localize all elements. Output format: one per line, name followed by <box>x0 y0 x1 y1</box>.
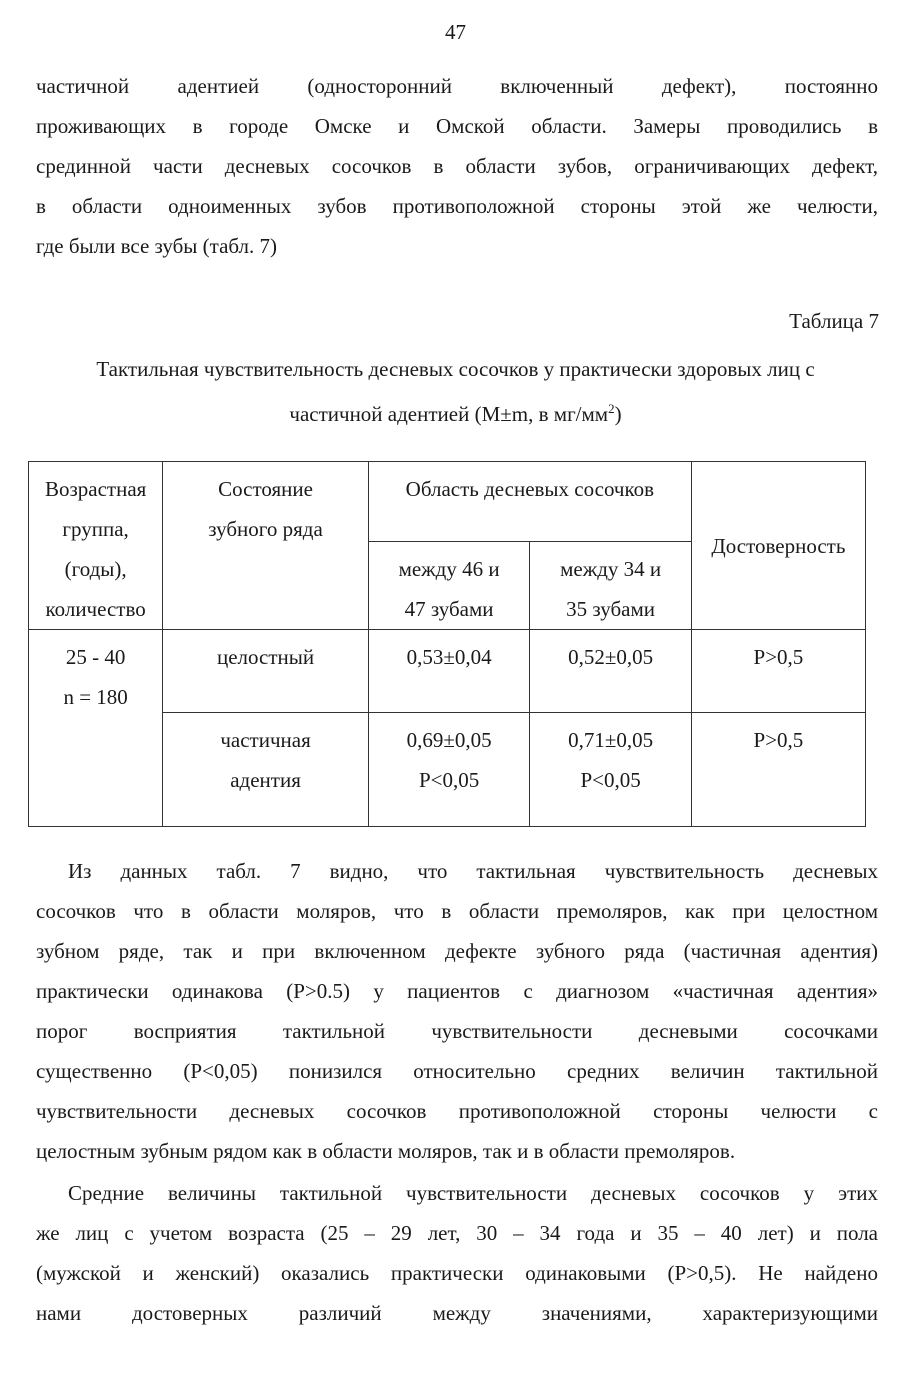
cell-state: целостный <box>163 630 369 713</box>
header-area-46-47: между 46 и 47 зубами <box>368 542 530 630</box>
cell-age-group: 25 - 40 n = 180 <box>29 630 163 827</box>
text-line: Средние величины тактильной чувствительности десневых сосочков у этих <box>68 1181 878 1205</box>
table-title <box>0 349 911 434</box>
cell-significance: P>0,5 <box>691 713 865 827</box>
text-line: зубном ряде, так и при включенном дефекте зубного ряда (частичная адентия) <box>36 939 878 963</box>
text-line: частичной адентией (односторонний включенный дефект), постоянно <box>36 74 878 98</box>
text-line: срединной части десневых сосочков в области зубов, ограничивающих дефект, <box>36 154 878 178</box>
text-line: целостным зубным рядом как в области моляров, так и в области премоляров. <box>36 1139 736 1163</box>
text-line: же лиц с учетом возраста (25 – 29 лет, 30 – 34 года и 35 – 40 лет) и пола <box>36 1221 878 1245</box>
cell-area1: 0,53±0,04 <box>368 630 530 713</box>
cell-area2: 0,52±0,05 <box>530 630 692 713</box>
text-line: нами достоверных различий между значениями, характеризующими <box>36 1301 878 1325</box>
text-line: (мужской и женский) оказались практически одинаковыми (P>0,5). Не найдено <box>36 1261 878 1285</box>
data-table <box>28 461 866 827</box>
text-line: чувствительности десневых сосочков противоположной стороны челюсти с <box>36 1099 878 1123</box>
followup-paragraph <box>36 1173 878 1333</box>
header-area-34-35: между 34 и 35 зубами <box>530 542 692 630</box>
header-age-group: Возрастная группа, (годы), количество <box>29 462 163 630</box>
table-row <box>29 630 866 713</box>
results-paragraph <box>36 851 878 1171</box>
table-title-line: частичной адентией (M±m, в $мг/мм^2$) <box>289 401 622 426</box>
header-area: Область десневых сосочков <box>368 462 691 542</box>
header-significance: Достоверность <box>691 462 865 630</box>
text-line: практически одинакова (P>0.5) у пациентов с диагнозом «частичная адентия» <box>36 979 878 1003</box>
text-line: сосочков что в области моляров, что в области премоляров, как при целостном <box>36 899 878 923</box>
superscript: 2 <box>608 401 615 416</box>
header-dentition-state: Состояние зубного ряда <box>163 462 369 630</box>
cell-significance: P>0,5 <box>691 630 865 713</box>
page-number: 47 <box>445 20 466 44</box>
intro-paragraph <box>36 66 878 266</box>
text-line: Из данных табл. 7 видно, что тактильная чувствительность десневых <box>68 859 878 883</box>
cell-area2: 0,71±0,05 P<0,05 <box>530 713 692 827</box>
text-line: существенно (P<0,05) понизился относительно средних величин тактильной <box>36 1059 878 1083</box>
text-line: порог восприятия тактильной чувствительности десневыми сосочками <box>36 1019 878 1043</box>
table-header-row <box>29 462 866 542</box>
cell-area1: 0,69±0,05 P<0,05 <box>368 713 530 827</box>
text-line: в области одноименных зубов противоположной стороны этой же челюсти, <box>36 194 878 218</box>
table-label: Таблица 7 <box>789 309 879 333</box>
table-title-line: Тактильная чувствительность десневых сосочков у практически здоровых лиц с <box>96 357 815 381</box>
text-line: где были все зубы (табл. 7) <box>36 234 278 258</box>
cell-state: частичная адентия <box>163 713 369 827</box>
text-line: проживающих в городе Омске и Омской области. Замеры проводились в <box>36 114 878 138</box>
